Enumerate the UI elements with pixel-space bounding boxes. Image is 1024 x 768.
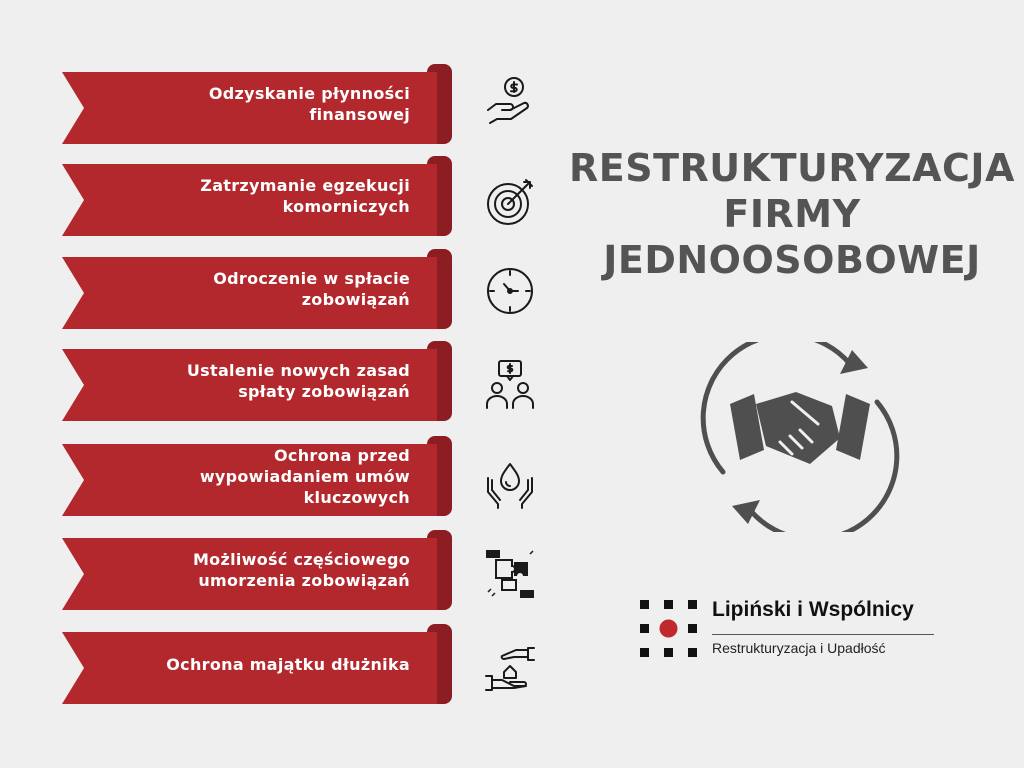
benefit-ribbon-3 bbox=[62, 249, 452, 329]
benefit-ribbon-6 bbox=[62, 530, 452, 610]
page-title bbox=[560, 145, 1024, 283]
title-line: RESTRUKTURYZACJA bbox=[569, 146, 1015, 190]
hand-money-icon bbox=[484, 74, 536, 126]
hands-drop-icon bbox=[484, 458, 536, 510]
logo-name: Lipiński i Wspólnicy bbox=[712, 598, 914, 621]
benefit-label: Ochrona przed wypowiadaniem umów kluczowych bbox=[199, 445, 410, 507]
logo-mark bbox=[638, 598, 700, 662]
benefit-ribbon-2 bbox=[62, 156, 452, 236]
logo-divider bbox=[712, 634, 934, 635]
handshake-cycle-icon bbox=[700, 342, 900, 532]
benefit-ribbon-4 bbox=[62, 341, 452, 421]
benefit-ribbon-5 bbox=[62, 436, 452, 516]
benefit-label: Odroczenie w spłacie zobowiązań bbox=[213, 269, 410, 309]
title-line: JEDNOOSOBOWEJ bbox=[603, 238, 981, 282]
hands-house-icon bbox=[484, 642, 536, 694]
benefit-label: Ustalenie nowych zasad spłaty zobowiązań bbox=[186, 361, 410, 401]
target-icon bbox=[484, 176, 536, 228]
benefit-label: Możliwość częściowego umorzenia zobowiązań bbox=[192, 550, 410, 590]
title-line: FIRMY bbox=[723, 192, 861, 236]
clock-icon bbox=[484, 264, 536, 316]
benefit-ribbon-7 bbox=[62, 624, 452, 704]
people-meeting-icon bbox=[484, 358, 536, 410]
puzzle-hands-icon bbox=[484, 548, 536, 600]
benefit-label: Odzyskanie płynności finansowej bbox=[208, 84, 410, 124]
benefit-ribbon-1 bbox=[62, 64, 452, 144]
company-logo bbox=[638, 598, 958, 662]
benefit-label: Zatrzymanie egzekucji komorniczych bbox=[200, 176, 410, 216]
logo-tagline: Restrukturyzacja i Upadłość bbox=[712, 640, 886, 656]
benefit-label: Ochrona majątku dłużnika bbox=[166, 654, 410, 674]
